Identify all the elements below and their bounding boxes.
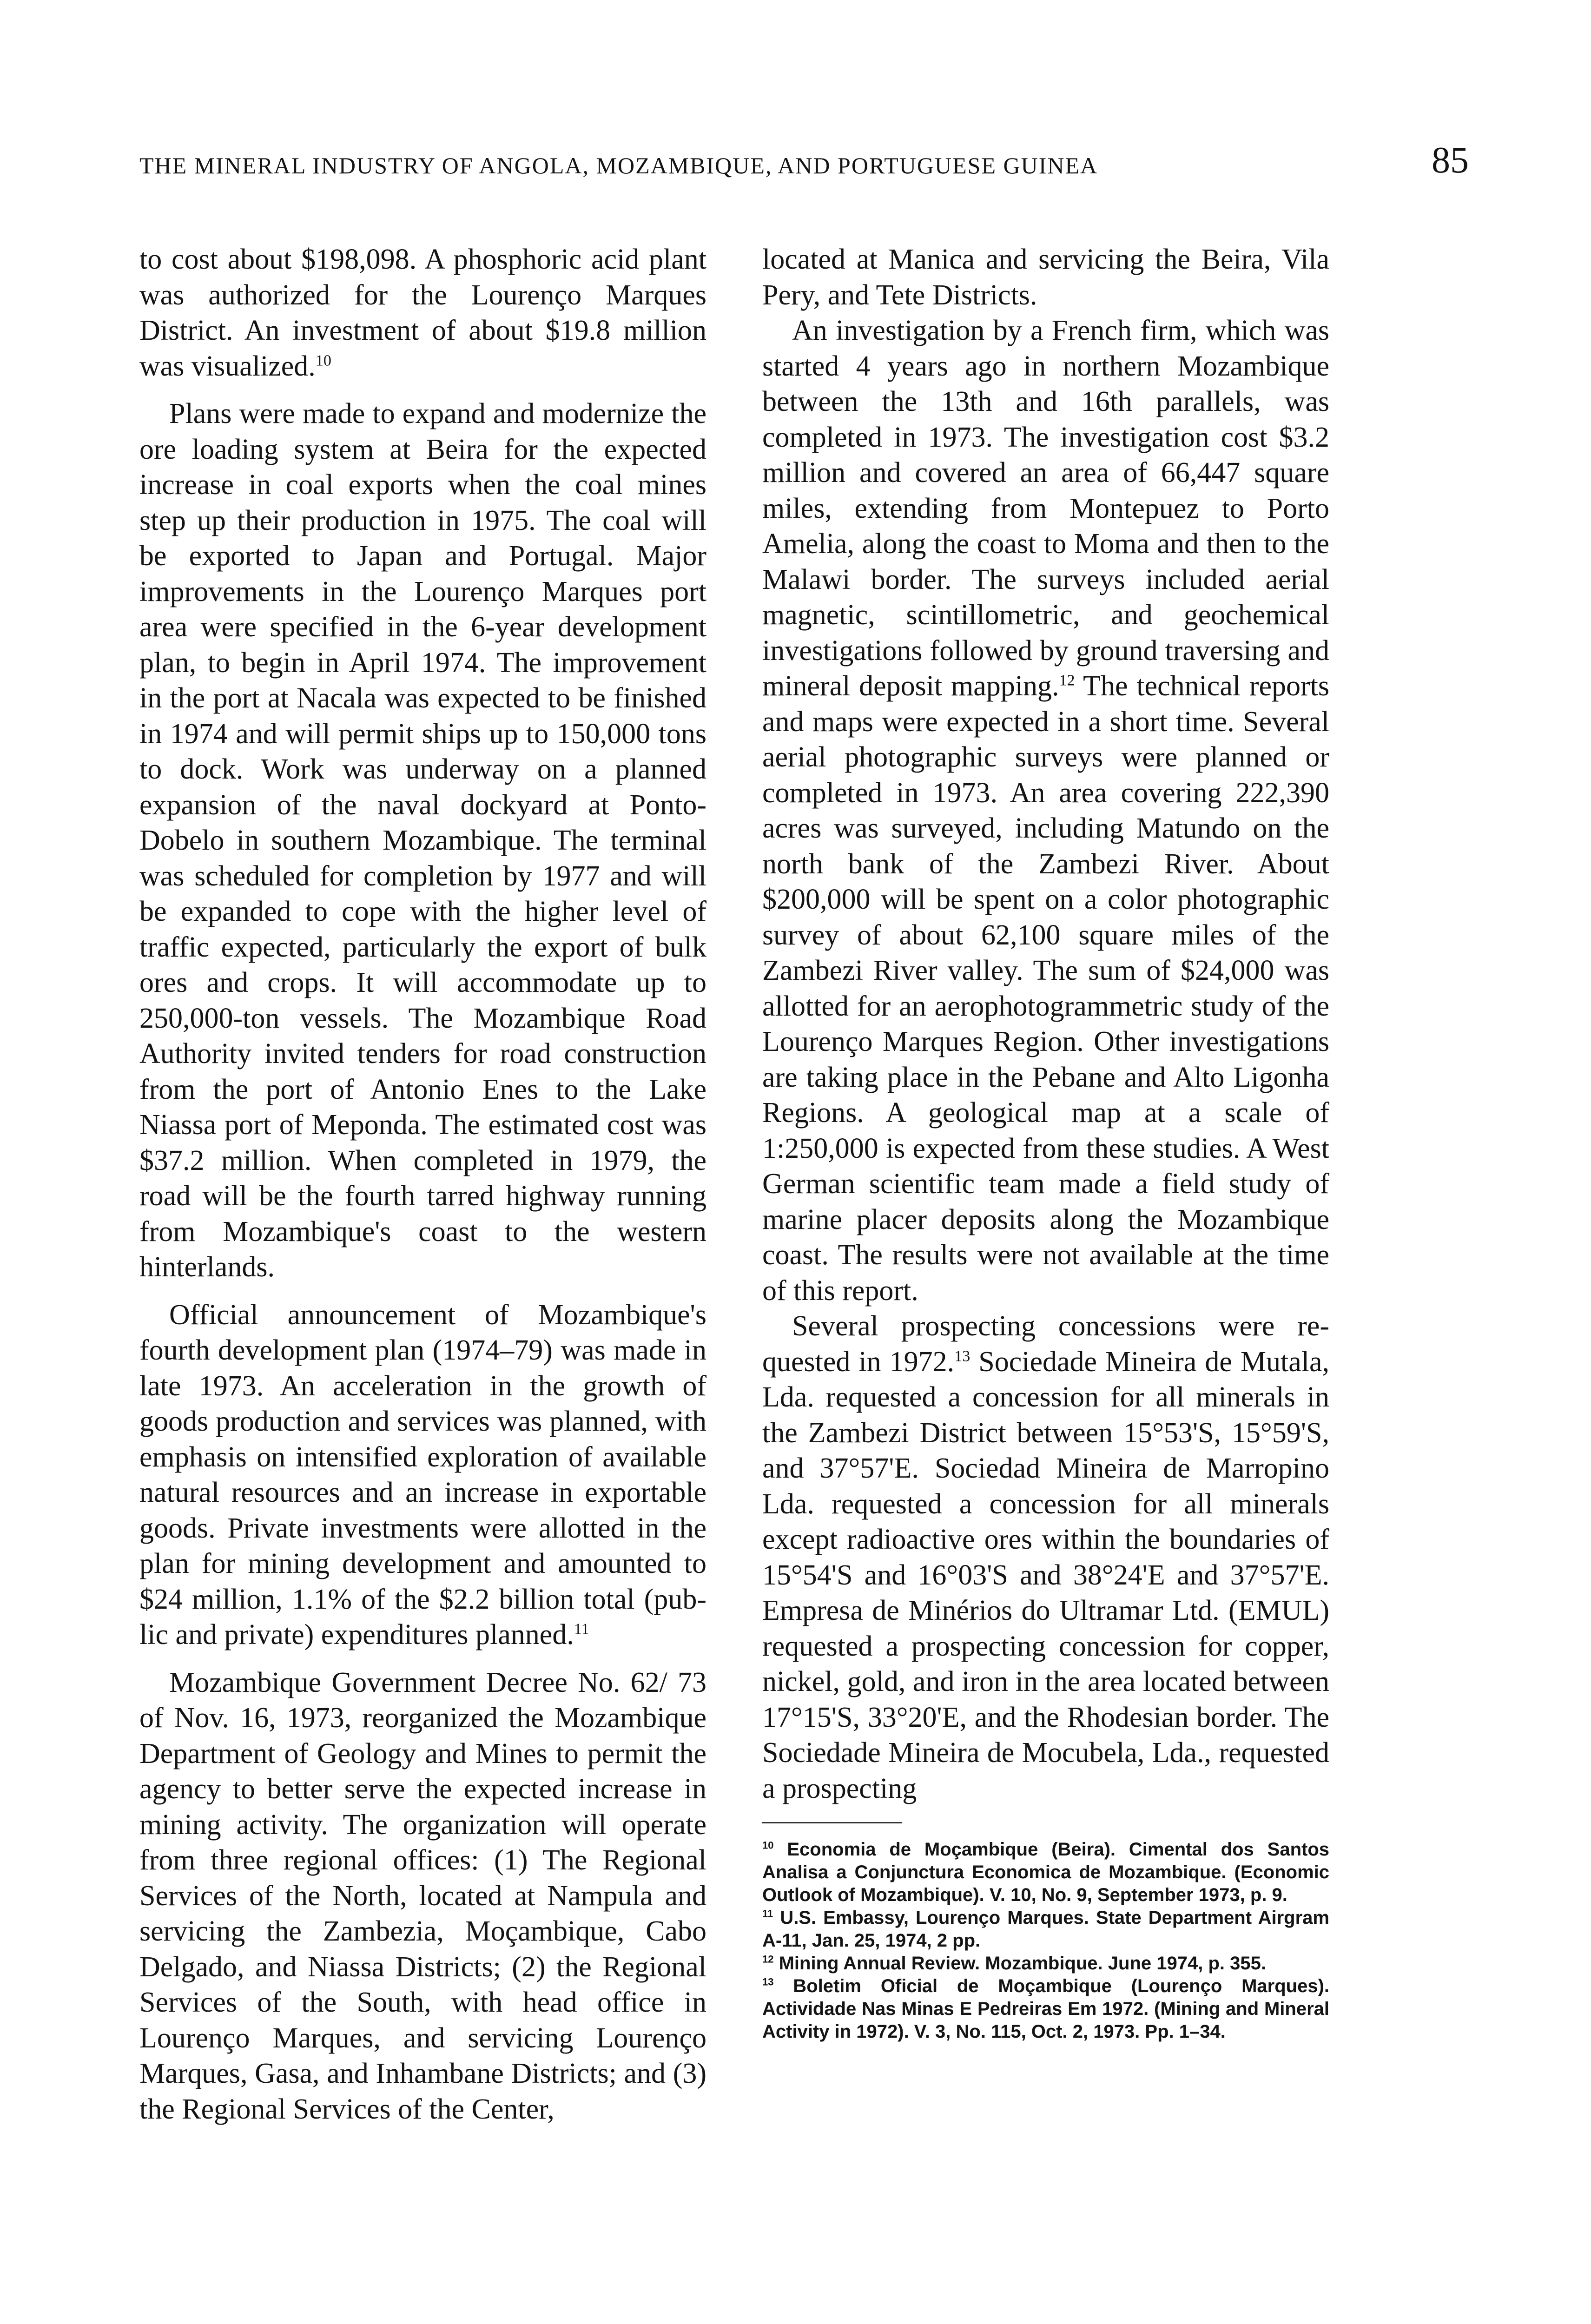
paragraph bbox=[139, 1297, 706, 1653]
footnote-text: Mining Annual Review. Mozambique. June 1974, p. 355. bbox=[773, 1953, 1266, 1974]
footnote-number: 11 bbox=[762, 1908, 773, 1920]
paragraph: Mozambique Government Decree No. 62/ 73 of Nov. 16, 1973, reorganized the Mozambique Department of Geology and Mines to permit the agency to better serve the expected increase in mining activity. The organization will operate from three regional offices: (1) The Regional Services of the North, located at Nampula and servicing the Zambezia, Moçambique, Cabo Delgado, and Niassa Districts; (2) the Regional Services of the South, with head office in Lourenço Marques, and servicing Lourenço Marques, Gasa, and Inhambane Districts; and (3) the Regional Services of the Center, bbox=[139, 1666, 706, 2125]
right-column bbox=[762, 242, 1329, 2043]
footnote-ref: 10 bbox=[315, 351, 331, 369]
page-number: 85 bbox=[1432, 140, 1469, 181]
running-head: THE MINERAL INDUSTRY OF ANGOLA, MOZAMBIQUE, AND PORTUGUESE GUINEA bbox=[139, 152, 1098, 178]
paragraph-text: An investigation by a French firm, which was started 4 years ago in northern Mozambique between the 13th and 16th parallels, was completed in 1973. The investigation cost $3.2 million and covered an area of 66,447 square miles, extending from Montepuez to Porto Amelia, along the coast to Moma and then to the Malawi border. The surveys included aerial magnetic, scintillometric, and geochemical investigations followed by ground traversing and mineral deposit mapping. bbox=[762, 315, 1329, 702]
paragraph-text: The technical reports and maps were expected in a short time. Several aerial photographic surveys were planned or completed in 1973. An area covering 222,390 acres was surveyed, including Matundo on the north bank of the Zambezi River. About $200,000 will be spent on a color photographic survey of about 62,100 square miles of the Zambezi River valley. The sum of $24,000 was allotted for an aerophotogrammetric study of the Lourenço Marques Region. Other investigations are taking place in the Pebane and Alto Ligonha Regions. A geological map at a scale of 1:250,000 is expected from these studies. A West German scientific team made a field study of marine placer deposits along the Mozambique coast. The results were not available at the time of this report. bbox=[762, 670, 1329, 1307]
left-column bbox=[139, 242, 706, 2127]
footnotes bbox=[762, 1838, 1329, 2043]
footnote-ref: 12 bbox=[1059, 672, 1075, 689]
footnote bbox=[762, 1907, 1329, 1952]
footnote bbox=[762, 1975, 1329, 2043]
paragraph bbox=[139, 242, 706, 384]
paragraph bbox=[762, 313, 1329, 1308]
footnote-ref: 13 bbox=[954, 1347, 970, 1365]
paragraph-text: Sociedade Mineira de Mutala, Lda. requested a concession for all minerals in the Zambezi District between 15°53'S, 15°59'S, and 37°57'E. Sociedad Mineira de Marropino Lda. requested a concession for all minerals except radioactive ores within the boundaries of 15°54'S and 16°03'S and 38°24'E and 37°57'E. Empresa de Minérios do Ultramar Ltd. (EMUL) requested a prospecting concession for copper, nickel, gold, and iron in the area located between 17°15'S, 33°20'E, and the Rhodesian border. The Sociedade Mineira de Mocubela, Lda., requested a prospecting bbox=[762, 1346, 1329, 1804]
footnote bbox=[762, 1838, 1329, 1907]
footnote-text: Economia de Moçambique (Beira). Cimental dos Santos Analisa a Conjunctura Economica de Mozambique. (Economic Outlook of Mozambique). V. 10, No. 9, September 1973, p. 9. bbox=[762, 1839, 1329, 1905]
paragraph-text: to cost about $198,098. A phosphoric acid plant was authorized for the Lourenço Marques District. An investment of about $19.8 million was visualized. bbox=[139, 244, 706, 382]
footnote bbox=[762, 1952, 1329, 1975]
footnote-ref: 11 bbox=[574, 1620, 589, 1638]
paragraph-text: Several prospecting concessions were requested in 1972. bbox=[762, 1310, 1329, 1378]
footnote-number: 10 bbox=[762, 1839, 774, 1851]
paragraph bbox=[762, 1308, 1329, 1806]
paragraph-text: Official announcement of Mozambique's fourth development plan (1974–79) was made in late 1973. An acceleration in the growth of goods production and services was planned, with emphasis on intensified exploration of available natural resources and an increase in exportable goods. Private investments were allotted in the plan for mining development and amounted to $24 million, 1.1% of the $2.2 billion total (public and private) expenditures planned. bbox=[139, 1299, 706, 1651]
footnote-text: U.S. Embassy, Lourenço Marques. State Department Airgram A-11, Jan. 25, 1974, 2 pp. bbox=[762, 1908, 1329, 1951]
footnote-number: 12 bbox=[762, 1953, 774, 1965]
footnote-divider bbox=[762, 1822, 902, 1823]
paragraph: Plans were made to expand and modernize the ore loading system at Beira for the expected increase in coal exports when the coal mines step up their production in 1975. The coal will be exported to Japan and Portugal. Major improvements in the Lourenço Marques port area were specified in the 6-year development plan, to begin in April 1974. The improvement in the port at Nacala was expected to be finished in 1974 and will permit ships up to 150,000 tons to dock. Work was underway on a planned expansion of the naval dockyard at Ponto-Dobelo in southern Mozambique. The terminal was scheduled for completion by 1977 and will be expanded to cope with the higher level of traffic expected, particularly the export of bulk ores and crops. It will accommodate up to 250,000-ton vessels. The Mozambique Road Authority invited tenders for road construction from the port of Antonio Enes to the Lake Niassa port of Meponda. The estimated cost was $37.2 million. When completed in 1979, the road will be the fourth tarred highway running from Mozambique's coast to the western hinterlands. bbox=[139, 398, 706, 1283]
page-header bbox=[139, 142, 1469, 193]
footnote-number: 13 bbox=[762, 1976, 774, 1988]
footnote-text: Boletim Oficial de Moçambique (Lourenço Marques). Actividade Nas Minas E Pedreiras Em 1972. (Mining and Mineral Activity in 1972). V. 3, No. 115, Oct. 2, 1973. Pp. 1–34. bbox=[762, 1976, 1329, 2042]
paragraph: located at Manica and servicing the Beira, Vila Pery, and Tete Districts. bbox=[762, 244, 1329, 311]
